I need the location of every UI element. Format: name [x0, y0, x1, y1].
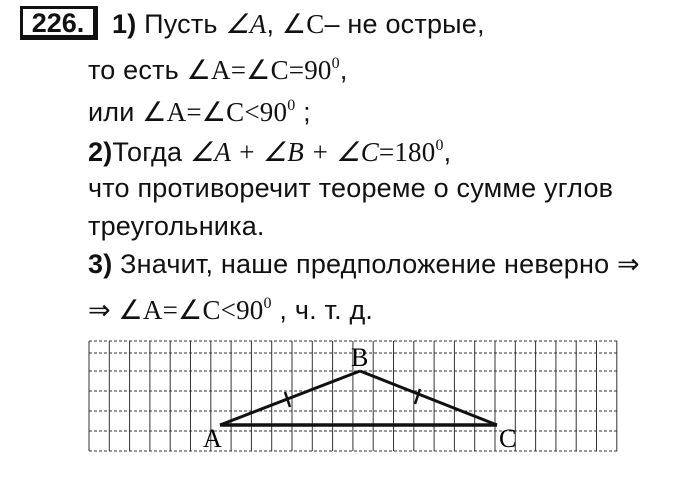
line-4-expr: ∠A + ∠B + ∠C [189, 137, 379, 167]
line-2-suffix: , [339, 55, 348, 85]
line-2-sup: 0 [331, 55, 340, 72]
line-8-suffix: , ч. т. д. [271, 295, 374, 325]
line-4-sup: 0 [435, 137, 444, 154]
line-7-text: Значит, наше предположение неверно ⇒ [112, 249, 640, 279]
angle-a: ∠A [225, 9, 267, 39]
line-8-prefix: ⇒ [88, 295, 119, 325]
vertex-label-a: A [203, 424, 222, 453]
step-2-label: 2) [88, 137, 113, 167]
side-bc [360, 371, 497, 425]
line-1-text: Пусть [136, 9, 226, 39]
step-3-label: 3) [88, 249, 113, 279]
line-1-sep: , [266, 9, 282, 39]
line-2-expr: ∠A=∠C=90 [186, 55, 332, 85]
line-2-prefix: то есть [88, 55, 187, 85]
problem-number: 226. [31, 8, 85, 38]
vertex-label-b: B [351, 343, 369, 372]
line-3-suffix: ; [295, 97, 311, 127]
line-8-sup: 0 [263, 295, 272, 312]
side-ab [220, 371, 360, 425]
line-4-eq: =180 [378, 137, 436, 167]
line-3-prefix: или [88, 97, 143, 127]
triangle-abc [220, 371, 497, 425]
step-1-label: 1) [112, 9, 137, 39]
line-8-expr: ∠A=∠C<90 [118, 295, 264, 325]
line-3-sup: 0 [287, 97, 296, 114]
line-6: треугольника. [88, 211, 265, 241]
line-1-rest: – не острые, [324, 9, 485, 39]
line-4-word: Тогда [112, 137, 190, 167]
line-4-suffix: , [443, 137, 452, 167]
line-5: что противоречит теореме о сумме углов [88, 173, 614, 203]
line-3-expr: ∠A=∠C<90 [142, 97, 288, 127]
vertex-label-c: C [499, 424, 517, 453]
angle-c: ∠C [281, 9, 325, 39]
